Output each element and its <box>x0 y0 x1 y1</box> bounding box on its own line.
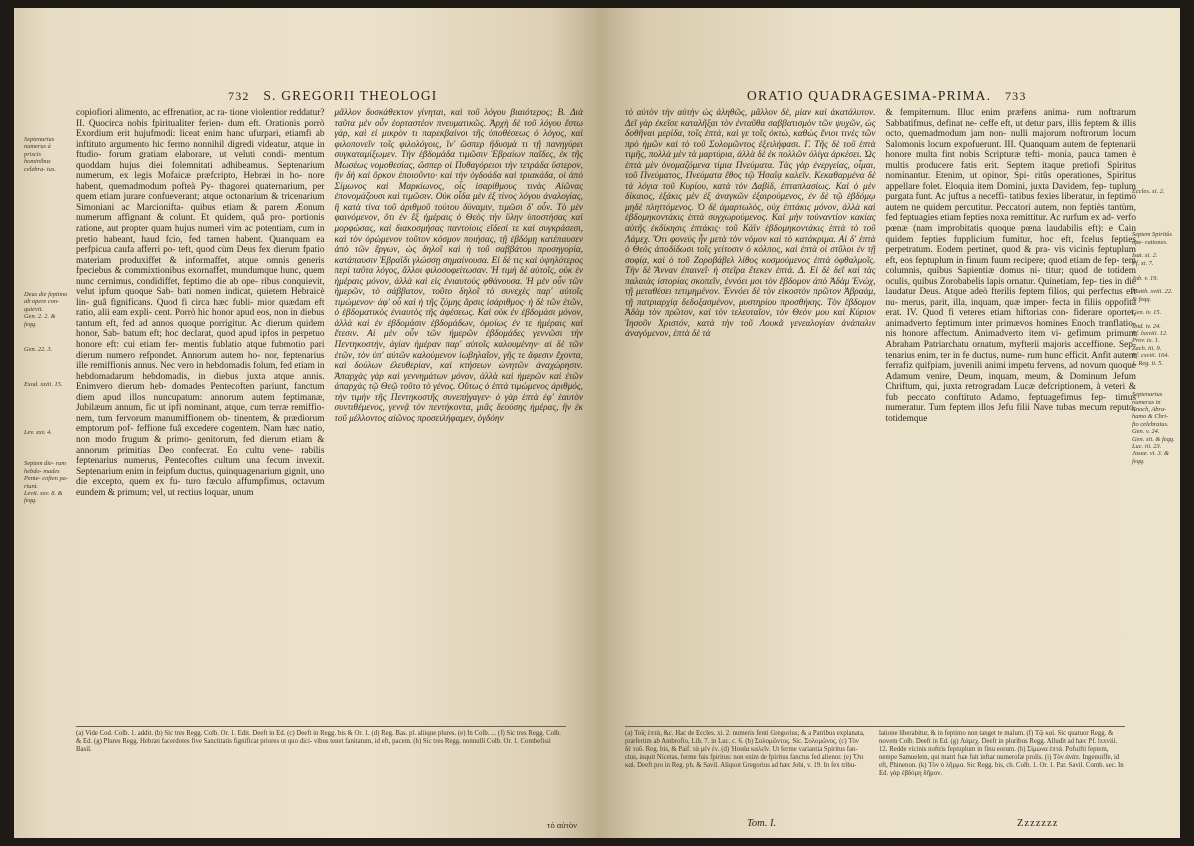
right-running-head <box>747 88 1027 104</box>
left-running-head <box>228 88 437 104</box>
left-greek-text: μᾶλλον δυσκάθεκτον γίνηται, καὶ τοῦ λόγου βιαιότερος; Β. Διὰ ταῦτα μὲν οὖν ἑορταστέον πνευματικῶς. Ἀρχὴ δὲ τοῦ λόγου ἔστω γάρ, καὶ εἰ μικρὸν τι παρεκβαίνοι τῆς ὑποθέσεως ὁ λόγος, καὶ φιλοπονεῖν τοῖς φιλολόγοις, ἵν' ὥσπερ ἥδυσμά τι τῇ πανηγύρει συγκαταμίξωμεν. Τὴν ἑβδομάδα τιμῶσιν Ἑβραίων παῖδες, ἐκ τῆς Μωσέως νομοθεσίας, ὥσπερ οἱ Πυθαγόρειοι τὴν τετράδα ὕστερον, ἣν δὴ καὶ ὅρκον ἐποιοῦντο· καὶ τὴν ὀγδοάδα καὶ τριακάδα, οἱ ἀπὸ Σίμωνος καὶ Μαρκίωνος, οἷς ἰσαρίθμους τινὰς Αἰῶνας ἐπονομάζουσι καὶ τιμῶσιν. Οὐκ οἶδα μὲν ἐξ τίνος λόγου ἀναλογίας, ἢ κατὰ τίνα τοῦ ἀριθμοῦ τούτου δύναμιν, τιμῶσι δ' οὖν. Τὸ μὲν φαινόμενον, ὅτι ἐν ἓξ ἡμέραις ὁ Θεὸς τὴν ὕλην ὑποστήσας καὶ μορφώσας, καὶ διακοσμήσας παντοίοις εἴδεσί τε καὶ συγκράσεσι, καὶ τὸν ὁρώμενον τοῦτον κόσμον ποιήσας, τῇ ἑβδόμῃ κατέπαυσεν ἀπὸ τῶν ἔργων, ὡς δηλοῖ καὶ ἡ τοῦ σαββάτου προσηγορία, κατάπαυσιν Ἑβραΐδι γλώσσῃ σημαίνουσα. Εἰ δέ τις καὶ ὑψηλότερος περὶ ταῦτα λόγος, ἄλλοι φιλοσοφείτωσαν. Ἡ τιμὴ δὲ αὐτοῖς, οὐκ ἐν ἡμέραις μόνον, ἀλλὰ καὶ εἰς ἐνιαυτοὺς φθάνουσα. Ἡ μὲν οὖν τῶν ἡμερῶν, τὸ σάββατον, τοῦτο δηλοῖ τὸ συνεχὲς παρ' αὐτοῖς τιμώμενον· ἀφ' οὗ καὶ ἡ τῆς ζύμης ἄρσις ἰσάριθμος· ἡ δὲ τῶν ἐτῶν, ὁ ἑβδοματικὸς ἐνιαυτὸς τῆς ἀφέσεως. Καὶ οὐκ ἐν ἑβδομάσι μόνον, ἀλλὰ καὶ ἐν ἑβδομάσιν ἑβδομάδων, ὁμοίως ἐν τε ἡμέραις καὶ ἔτεσιν. Αἱ μὲν οὖν τῶν ἡμερῶν ἑβδομάδες γεννῶσι τὴν Πεντηκοστήν, ἁγίαν ἡμέραν παρ' αὐτοῖς καλουμένην· αἱ δὲ τῶν ἐτῶν, τὸν ὑπ' αὐτῶν καλούμενον ἰωβηλαῖον, γῆς τε ἄφεσιν ἔχοντα, καὶ δούλων ἐλευθερίαν, καὶ κτήσεων ὠνητῶν ἀναχώρησιν. Ἀπαρχὰς γὰρ καὶ γεννημάτων μόνον, ἀλλὰ καὶ ἡμερῶν καὶ ἐτῶν ἀπαρχὰς τῷ Θεῷ τοῦτο τὸ γένος. Οὕτως ὁ ἑπτὰ τιμώμενος ἀριθμός, τὴν τιμὴν τῆς Πεντηκοστῆς συνεπήγαγεν· ὁ γὰρ ἑπτὰ ἐφ' ἑαυτὸν συντιθέμενος, γεννᾷ τὸν πεντήκοντα, μιᾶς δεούσης ἡμέρας, ἣν ἐκ τοῦ μέλλοντος αἰῶνος προσειλήφαμεν, ὀγδόην <box>334 108 583 424</box>
right-page-number: 733 <box>1004 89 1027 103</box>
right-margin-notes <box>1132 188 1176 465</box>
margin-note: Lev. xxv. 4. <box>24 428 52 436</box>
footnote-rule <box>76 726 566 727</box>
left-latin-text: copiofiori alimento, ac effrenatior, ac ra- tione violentior reddatur? II. Quocirca nobis fpiritualiter ferien- dum eft. Orationis porrò Exordium erit hujufmodi: liceat enim hanc ufurpari, etiamfi ab inftituto argumento hic fermo nonnihil digredi videatur, atque in ftudio- forum gratiam elaborare, ut veluti condi- mentum quoddam hujus diei folemnitati adhibeamus. Septenarium numerum, ex legis Mofaicæ præfcripto, Hebræi in ho- nore habent, quemadmodum pofteà Py- thagorei quaternarium, per quem etiam jurare confueverant; atque octonarium & tricenarium Simoniani ac Marcionifta- quibus etiam & parem Æonum numerum affignant & colunt. Et quidem, quâ pro- portionis ratione, aut propter quam hujus numeri vim ac potentiam, cum in pretio habeant, haud fcio, fed tamen habent. Quanquam ea perfpicua caufa afferri po- teft, quod cùm Deus fex dierum fpatio materiam produxiffet & informaffet, atque omnis generis fpeciebus & commixtionibus exornaffet, mundumque hunc, quem nunc cernimus, condidiffet, feptimo die ab ope- ribus conquievit, velut ipfum quoque Sab- bati nomen indicat, quietem Hebraicè lin- guâ fignificans. Quod fi circa hæc fubli- mior quædam eft ratio, alii eam expli- cent. Porrò hic honor apud eos, non in diebus tantum eft, fed ad annos quoque porrigitur. Ac dierum quidem honor, Sab- batum eft; hoc declarat, quod apud ipfos in perpetuo honore eft: cui etiam fer- mentis fublatio atque fubmotio pari dierum numero refpondet. Annorum autem ho- nor, feptenarius ille remiffionis annus. Nec vero in hebdomadis folum, fed etiam in hebdomadarum hebdomadis, in diebus juxta atque annis. Enimvero dierum heb- domades Pentecoften pariunt, fanctum diem apud illos nuncupatum: annorum autem feptimanæ, Jubilæum annum, fic ut ipfi nominant, atque, cum terræ remiffio- nem, tum fervorum manumiffionem ob- tinentem, & prædiorum emptorum pof- feffione fuâ excedere cogentem. Nam hæc natio, non modo frugum & primo- genitorum, fed dierum etiam & annorum primitias Deo confecrat. Eo cultu vene- rabilis feptenarius numerus, Pentecoftes cultum una fecum invexit. Septenarium enim in feipfum ductus, quinquagenarium gignit, uno die excepto, quem ex fu- turo fæculo affumpfimus, octavum eundem & primum; vel, ut rectius loquar, unum <box>76 108 325 498</box>
margin-note: Septem Spiritûs ope- rationes. <box>1132 231 1172 246</box>
margin-note: Job. v. 19. <box>1132 275 1158 283</box>
right-columns <box>625 108 1136 728</box>
margin-note: Gen. 22. 3. <box>24 346 53 354</box>
book-spread <box>14 8 1180 838</box>
margin-note: Pf. cxviii. 164. <box>1132 352 1170 360</box>
margin-note: Zach. iii. 9. <box>1132 344 1162 352</box>
left-head-title: S. GREGORII THEOLOGI <box>263 88 438 103</box>
left-page <box>14 8 597 838</box>
volume-signature: Tom. I. <box>747 818 777 829</box>
margin-note: Exod. xxiii. 15. <box>24 381 63 389</box>
right-footnotes-left: (a) Τοῖς ἑπτὰ, &c. Hac de Eccles. xi. 2. numeris fenti Gregorius; & a Patribus explanata, præfertim ab Ambrofio, Lib. 7. in Luc. c. 6. (b) Σολομῶντος. Sic. Σολομῶνος. (c) Τὸν δὲ τοῦ. Reg. bis, & Paif. τὰ μὲν ἐν. (d) Ἡσαΐα καλεῖν. Ut ferme variantia Spiritus fan- ctus, inquit Nicetas, ferme fuis fpiritus: non enim de fpiritus fanctus fed alienor. (e) Ὅτι καὶ. Deeft pro in Reg. ph. & Savil. Aliquot Gregorius ad hæc Jobi, v. 19. In fex tribu- <box>625 730 865 769</box>
margin-note: Gen. xii. & feqq. <box>1132 435 1175 443</box>
margin-note: Gen. 2. 2. & feqq. <box>24 313 56 328</box>
margin-note: Pf. xi. 7. <box>1132 259 1154 267</box>
footnote-rule <box>625 726 1125 727</box>
gathering-signature: Zzzzzzz <box>1017 818 1059 829</box>
left-footnotes: (a) Vide Cod. Colb. 1. addit. (b) Sic tres Regg. Colb. Or. 1. Edit. Deeft in Ed. (c) Deeft in Regg. bis & Or. 1. (d) Reg. Bas. pl. aliique plures. (e) In Colb. ... (f) Sic tres Regg. Colb. & Ed. (g) Plures Regg. Hebræi facerdotes five Sanctitatis fignificat priores ut quo dici- vibus tenet fanitatum, id eft, pacem. (h) Sic tres Regg. nonnulli Colb. Or. 1. Combefisii Basil. <box>76 730 561 753</box>
margin-note: Eccles. xi. 2. <box>1132 188 1165 195</box>
margin-note: Ibid. iv. 24. <box>1132 322 1161 330</box>
margin-note: Isai. xi. 2. <box>1132 252 1158 260</box>
right-greek-text: τὸ αὐτὸν τὴν αὐτὴν ὡς ἀληθῶς, μᾶλλον δὲ, μίαν καὶ ἀκατάλυτον. Δεῖ γὰρ ἐκεῖσε καταλῆξαι τὸν ἐνταῦθα σαββατισμὸν τῶν ψυχῶν, ὡς δοθῆναι μερίδα, τοῖς ἑπτὰ, καὶ γε τοῖς ὀκτώ, καθὼς ἔνιοι τινὲς τῶν πρὸ ἡμῶν καὶ τὸ τοῦ Σολομῶντος ἐξειλήφασι. Γ. Τῆς δὲ τοῦ ἑπτὰ τιμῆς, πολλὰ μὲν τὰ μαρτύρια, ἀλλὰ δὲ ἐκ πολλῶν ὀλίγα ἀρκέσει. Ὡς ἑπτὰ μὲν ὀνομαζόμενα τίμια Πνεύματα. Τὰς γὰρ ἐνεργείας, οἶμαι, τοῦ Πνεύματος, Πνεύματα ἔθος τῷ Ἡσαΐᾳ καλεῖν. Κεκαθαρμένα δὲ τὰ λόγια τοῦ Κυρίου, κατὰ τὸν Δαβίδ, ἑπταπλασίως. Καὶ ὁ μὲν δίκαιος, ἑξάκις μὲν ἐξ ἀναγκῶν ἐξαιρούμενος, ἐν δὲ τῷ ἑβδόμῳ μηδὲ πληττόμενος. Ὁ δὲ ἁμαρτωλὸς, οὐχ ἑπτάκις μόνον, ἀλλὰ καὶ ἑβδομηκοντάκις ἑπτὰ συγχωρούμενος. Καὶ μὴν τοὐναντίον κακίας αὐτῆς ἐκδίκησις ἑπτάκις· τοῦ Κάϊν ἑβδομηκοντάκις ἑπτὰ τὸ τοῦ Λάμεχ. Ὅτι φονεὺς ἦν μετὰ τὸν νόμον καὶ τὸ κατάκριμα. Αἱ δ' ἑπτὰ ὁ Θεὸς ἀποδίδωσι τοῖς γείτοσιν ὁ κόλπος, καὶ ἑπτὰ οἱ στῦλοι ἐν τῇ σοφίᾳ, καὶ ὁ τοῦ Ζοροβάβελ λίθος κοσμούμενος ἑπτὰ ὀφθαλμοῖς. Τὴν δὲ Ἄνναν ἐπαινεῖ· ἡ στεῖρα ἔτεκεν ἑπτά. Δ. Εἰ δὲ δεῖ καὶ τὰς παλαιὰς ἱστορίας σκοπεῖν, ἐννόει μοι τὸν ἕβδομον ἀπὸ Ἀδὰμ Ἐνώχ, τῇ μεταθέσει τετιμημένον. Ἐννόει δὲ τὸν εἰκοστὸν πρῶτον Ἀβραάμ, τῇ πατριαρχίᾳ δεδοξασμένον, μυστηρίου προσθήκης. Τὸν ἕβδομον Ἀδὰμ τὸν πρῶτον, καὶ τὸν τελευταῖον, τὸν Θεὸν μου καὶ Κύριον Ἰησοῦν Χριστόν, κατὰ τὴν τοῦ Λουκᾶ γενεαλογίαν ἀνάπαλιν ἀναγόμενον, ἑπτὰ δὲ τὰ <box>625 108 876 340</box>
right-latin-text: & fempiternum. Illuc enim præfens anima- rum noftrarum Sabbatifmus, definat ne- ceffe eft, ut detur pars, illis feptem & illis octo, quemadmodum jam non- nulli majorum noftrorum locum Salomonis locum expofuerunt. III. Quanquam autem de feptenarii honore multa fint nobis Scripturæ tefti- monia, pauca tamen è multis producere fatis erit. Septem itaque pretiofi Spiritus nominantur. Etenim, ut opinor, Spi- ritûs operationes, Spiritus appellare folet. Eloquia item Domini, juxta Davidem, fep- tuplum purgata funt. Ac juftus a neceffi- tatibus fexies liberatur, in feptimo autem ne quidem percutitur. Peccatori autem, non feptiès tantùm, fed feptuagies etiam fepties noxa remittitur. Ac rurfum ex ad- verfo pœnæ (nam improbitatis quoque pœna laudabilis eft): e Cain quidem fepties fupplicium fumitur, hoc eft, fcelus fepties perpetratum. Eodem pertinet, quod & pra- vis vicinis feptuplum eft, eos feptuplum in finum fuum recipere; quod etiam de fep- tem columnis, quibus Sapientiæ domus ni- titur; quod de totidem oculis, quibus Zorobabelis lapis ornatur. Quinetiam, fep- ties in die laudatur Deus. Atque adeò fterilis feptem filios, qui perfectus eft nu- merus, parit, illa, inquam, quæ imper- fecta in filiis oppofita erat. IV. Quod fi veteres etiam hiftorias con- fiderare oportet, animadverto feptimum inter primævos homines Enoch tranflatio- nis honore affectum. Animadverto item vi- gefimum primum Abraham Patriarchatu ornatum, myfterii majoris acceffione. Sep- tenarius enim, ter in fe ductus, nume- rum hunc efficit. Anfit autem ferrafiz quifpiam, juvenili animi impetu fervens, ad novum quoque Adamum venire, Deum, inquam, meum, & Dominum Jefum Chriftum, qui, juxta retrogradam Lucæ defcriptionem, à veteri & fub peccato conftituto Adamo, feptuagefimus fep- timus numeratur. Tum feptem illos Jefu filii Nave tubas mecum reputo, totidemque <box>885 108 1136 424</box>
left-margin-notes <box>24 136 68 505</box>
margin-note: Septem die- rum hebdo- mades Pente- coften pa- riunt. <box>24 460 69 490</box>
right-page <box>597 8 1180 838</box>
right-footnotes-right: latione liberabitur, & in feptimo non tanget te malum. (f) Τῷ καί. Sic quatuor Regg. & novem Colb. Deeft in Ed. (g) Λάμεχ. Deeft in pluribus Regg. Alludit ad hæc Pf. lxxviii. 12. Redde vicinis noftris feptuplum in finu eorum. (h) Σίμωνα ἑπτά. Pofuifti feptem, nempe Samuelem, qui matri fuæ fuit inftar numerofæ prolis. (i) Τὸν ἀνάπ. Ingenuiffe, id eft, Phinenon. (k) Τὸν ὁ λῆμμα. Sic Regg. bis, ch. Colb. 1. Or. 1. Par. Savil. Comb. sec. In Ed. γὰρ ἑβδόμη δῆμον. <box>879 730 1124 777</box>
right-greek-column <box>625 108 876 728</box>
left-latin-column <box>76 108 325 728</box>
left-columns <box>76 108 583 728</box>
margin-note: Josue. vi. 3. & feqq. <box>1132 450 1169 465</box>
margin-note: Pf. lxxviii. 12. <box>1132 330 1168 338</box>
margin-note: Gen. v. 24. <box>1132 428 1160 436</box>
left-greek-column <box>335 108 584 728</box>
margin-note: Matth. xviii. 22. & feqq. <box>1132 288 1173 303</box>
margin-note: Levit. xxv. 8. & feqq. <box>24 489 63 505</box>
left-catchword: τὸ αὐτὸν <box>547 820 577 830</box>
margin-note: Septenarius numerus à priscis hominibus celebra- tus. <box>24 136 56 173</box>
margin-note: Septenarius numerus in Enoch, Abra- hamo & Chri- fto celebratus. <box>1132 391 1169 428</box>
right-head-title: ORATIO QUADRAGESIMA-PRIMA. <box>747 88 992 103</box>
margin-note: Luc. iii. 23. <box>1132 442 1162 450</box>
margin-note: Gen. iv. 15. <box>1132 309 1162 317</box>
margin-note: 1. Reg. ii. 5. <box>1132 359 1164 367</box>
right-latin-column <box>886 108 1137 728</box>
left-page-number: 732 <box>228 89 250 103</box>
margin-note: Prov. ix. 1. <box>1132 337 1160 345</box>
margin-note: Deus die feptimo ab opere con- quievit. <box>24 291 68 313</box>
